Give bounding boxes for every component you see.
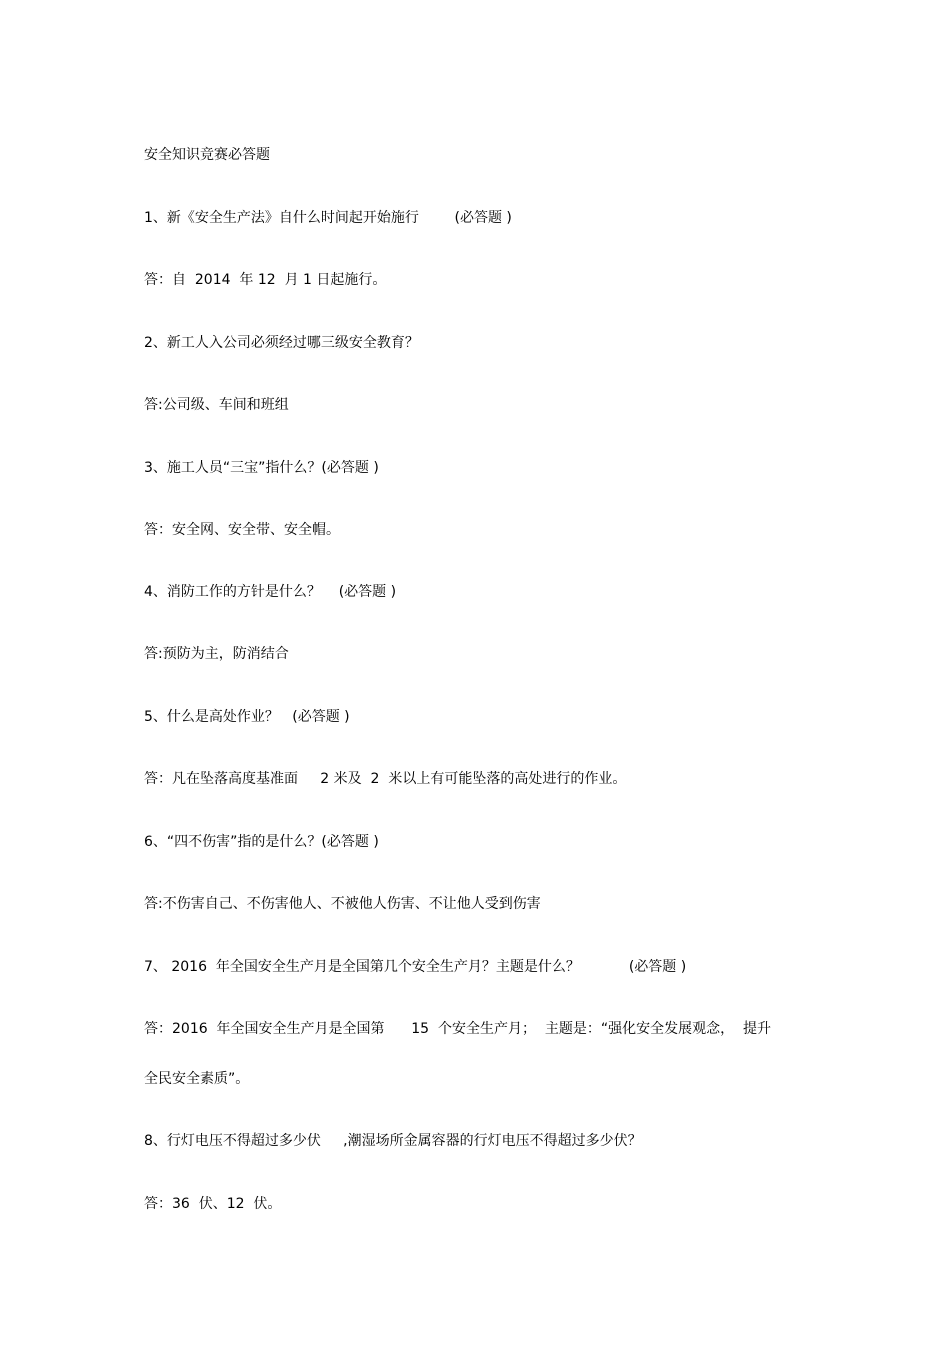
question-8: 8、行灯电压不得超过多少伏 ,潮湿场所金属容器的行灯电压不得超过多少伏？ (144, 1133, 642, 1149)
question-4: 4、消防工作的方针是什么？ (必答题 ) (144, 584, 397, 600)
answer-6: 答:不伤害自己、不伤害他人、不被他人伤害、不让他人受到伤害 (144, 896, 541, 912)
question-5: 5、什么是高处作业？ (必答题 ) (144, 709, 350, 725)
question-2: 2、新工人入公司必须经过哪三级安全教育？ (144, 335, 419, 351)
answer-7-line-1: 答：2016 年全国安全生产月是全国第 15 个安全生产月； 主题是：“强化安全发展观念， 提升 (144, 1021, 771, 1037)
document-title: 安全知识竞赛必答题 (144, 147, 270, 163)
answer-1: 答：自 2014 年 12 月 1 日起施行。 (144, 272, 387, 288)
answer-4: 答:预防为主，防消结合 (144, 646, 289, 662)
question-1: 1、新《安全生产法》自什么时间起开始施行 (必答题 ) (144, 210, 512, 226)
answer-8: 答：36 伏、12 伏。 (144, 1196, 282, 1212)
answer-3: 答：安全网、安全带、安全帽。 (144, 522, 340, 538)
answer-5: 答：凡在坠落高度基准面 2 米及 2 米以上有可能坠落的高处进行的作业。 (144, 771, 627, 787)
question-7: 7、 2016 年全国安全生产月是全国第几个安全生产月？主题是什么？ (必答题 ) (144, 959, 687, 975)
question-3: 3、施工人员“三宝”指什么？(必答题 ) (144, 460, 379, 476)
question-6: 6、“四不伤害”指的是什么？(必答题 ) (144, 834, 379, 850)
answer-2: 答:公司级、车间和班组 (144, 397, 289, 413)
answer-7-line-2: 全民安全素质”。 (144, 1071, 250, 1087)
